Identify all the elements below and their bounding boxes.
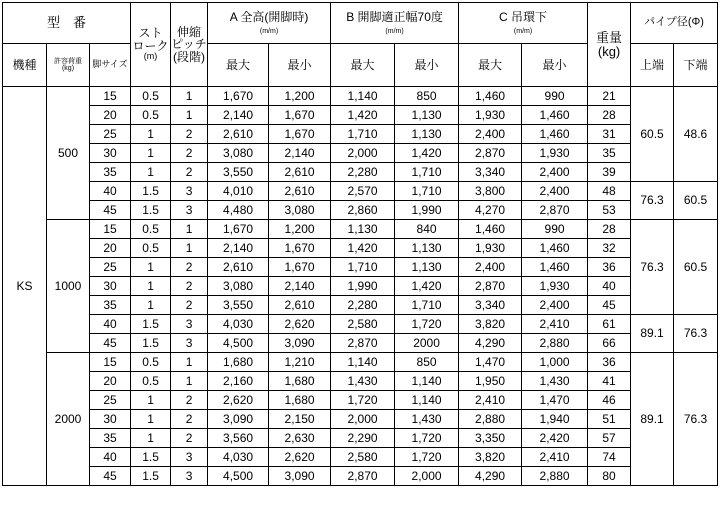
weight-cell: 66 (588, 334, 631, 353)
pitch-cell: 1 (171, 353, 208, 372)
stroke-cell: 1.5 (131, 315, 171, 334)
table-row (3, 106, 718, 125)
pipe-lower-cell: 76.3 (674, 353, 718, 486)
b-max-cell: 1,140 (331, 87, 395, 106)
b-max-cell: 1,420 (331, 239, 395, 258)
a-min-cell: 2,610 (269, 163, 331, 182)
c-max-cell: 3,820 (459, 315, 522, 334)
b-max-cell: 2,860 (331, 201, 395, 220)
a-min-cell: 1,680 (269, 372, 331, 391)
b-max-cell: 2,280 (331, 163, 395, 182)
c-max-cell: 2,400 (459, 258, 522, 277)
c-min-cell: 1,460 (522, 258, 588, 277)
weight-header (588, 3, 631, 87)
col-b-title: B 開脚適正幅70度 (346, 10, 443, 25)
table-row (3, 448, 718, 467)
pitch-cell: 2 (171, 391, 208, 410)
weight-cell: 35 (588, 144, 631, 163)
c-min-cell: 990 (522, 220, 588, 239)
pipe-lower-header: 下端 (674, 44, 718, 87)
b-min-cell: 850 (395, 353, 459, 372)
a-max-cell: 1,680 (208, 353, 269, 372)
table-row (3, 87, 718, 106)
a-min-header: 最小 (269, 44, 331, 87)
a-max-cell: 2,610 (208, 258, 269, 277)
a-min-cell: 2,610 (269, 182, 331, 201)
spec-table (2, 2, 718, 486)
a-min-cell: 1,670 (269, 106, 331, 125)
col-a-title: A 全高(開脚時) (229, 10, 309, 25)
col-c-header (459, 3, 588, 44)
a-max-cell: 4,030 (208, 448, 269, 467)
pitch-cell: 3 (171, 182, 208, 201)
c-max-cell: 4,270 (459, 201, 522, 220)
a-max-cell: 4,010 (208, 182, 269, 201)
leg-size-cell: 25 (90, 391, 131, 410)
a-min-cell: 3,090 (269, 467, 331, 486)
b-min-cell: 1,140 (395, 372, 459, 391)
pitch-cell: 2 (171, 125, 208, 144)
pipe-upper-cell: 89.1 (631, 315, 674, 353)
stroke-label-line1: スト (138, 26, 163, 41)
b-min-cell: 1,430 (395, 410, 459, 429)
c-min-cell: 1,460 (522, 239, 588, 258)
stroke-cell: 1.5 (131, 182, 171, 201)
pipe-lower-cell: 60.5 (674, 182, 718, 220)
model-name-cell: KS (3, 87, 47, 486)
table-row (3, 182, 718, 201)
pitch-cell: 2 (171, 258, 208, 277)
b-max-cell: 2,580 (331, 448, 395, 467)
b-max-cell: 1,710 (331, 258, 395, 277)
stroke-cell: 1 (131, 163, 171, 182)
c-max-cell: 1,930 (459, 239, 522, 258)
pitch-cell: 1 (171, 372, 208, 391)
c-max-cell: 4,290 (459, 467, 522, 486)
stroke-cell: 0.5 (131, 220, 171, 239)
stroke-cell: 0.5 (131, 106, 171, 125)
a-max-cell: 2,620 (208, 391, 269, 410)
stroke-cell: 1 (131, 144, 171, 163)
weight-cell: 53 (588, 201, 631, 220)
pitch-cell: 3 (171, 467, 208, 486)
table-row (3, 201, 718, 220)
weight-cell: 36 (588, 353, 631, 372)
leg-size-cell: 45 (90, 334, 131, 353)
pitch-cell: 2 (171, 144, 208, 163)
table-row (3, 410, 718, 429)
stroke-cell: 1.5 (131, 334, 171, 353)
leg-size-cell: 40 (90, 315, 131, 334)
c-max-cell: 3,350 (459, 429, 522, 448)
c-max-cell: 4,290 (459, 334, 522, 353)
c-min-cell: 990 (522, 87, 588, 106)
header-row-top (3, 3, 718, 44)
pipe-lower-cell: 60.5 (674, 220, 718, 315)
c-max-cell: 2,400 (459, 125, 522, 144)
b-min-cell: 1,720 (395, 429, 459, 448)
stroke-cell: 1 (131, 296, 171, 315)
c-min-cell: 2,870 (522, 201, 588, 220)
weight-cell: 57 (588, 429, 631, 448)
pipe-upper-header: 上端 (631, 44, 674, 87)
b-max-cell: 1,420 (331, 106, 395, 125)
capacity-header (47, 44, 90, 87)
a-max-cell: 2,610 (208, 125, 269, 144)
a-min-cell: 1,670 (269, 239, 331, 258)
weight-cell: 46 (588, 391, 631, 410)
a-max-cell: 1,670 (208, 87, 269, 106)
c-max-cell: 2,880 (459, 410, 522, 429)
c-min-cell: 1,000 (522, 353, 588, 372)
b-min-cell: 2,000 (395, 467, 459, 486)
a-max-cell: 2,160 (208, 372, 269, 391)
a-max-cell: 3,550 (208, 163, 269, 182)
pitch-line3: (段階) (173, 49, 206, 64)
weight-cell: 40 (588, 277, 631, 296)
c-min-cell: 2,880 (522, 334, 588, 353)
a-max-cell: 2,140 (208, 239, 269, 258)
b-max-cell: 2,870 (331, 467, 395, 486)
leg-size-cell: 40 (90, 182, 131, 201)
a-max-cell: 2,140 (208, 106, 269, 125)
b-min-cell: 1,130 (395, 258, 459, 277)
c-min-cell: 1,470 (522, 391, 588, 410)
b-max-cell: 2,000 (331, 144, 395, 163)
c-max-cell: 1,470 (459, 353, 522, 372)
col-b-header (331, 3, 459, 44)
leg-size-cell: 35 (90, 429, 131, 448)
stroke-cell: 0.5 (131, 372, 171, 391)
stroke-cell: 1 (131, 125, 171, 144)
b-min-cell: 840 (395, 220, 459, 239)
pipe-lower-cell: 76.3 (674, 315, 718, 353)
weight-cell: 80 (588, 467, 631, 486)
b-max-cell: 1,720 (331, 391, 395, 410)
a-min-cell: 2,140 (269, 277, 331, 296)
b-max-cell: 2,580 (331, 315, 395, 334)
c-min-cell: 1,940 (522, 410, 588, 429)
b-min-cell: 1,720 (395, 448, 459, 467)
table-row (3, 144, 718, 163)
a-min-cell: 1,210 (269, 353, 331, 372)
a-max-cell: 4,500 (208, 467, 269, 486)
weight-line1: 重量 (596, 29, 623, 45)
pitch-cell: 2 (171, 429, 208, 448)
b-max-cell: 2,290 (331, 429, 395, 448)
weight-cell: 61 (588, 315, 631, 334)
pitch-cell: 3 (171, 448, 208, 467)
leg-size-cell: 15 (90, 353, 131, 372)
stroke-cell: 1 (131, 391, 171, 410)
c-min-cell: 1,930 (522, 277, 588, 296)
pitch-cell: 2 (171, 296, 208, 315)
b-min-cell: 1,710 (395, 296, 459, 315)
stroke-cell: 0.5 (131, 353, 171, 372)
pitch-cell: 3 (171, 315, 208, 334)
a-min-cell: 1,680 (269, 391, 331, 410)
a-max-cell: 3,090 (208, 410, 269, 429)
stroke-cell: 1 (131, 277, 171, 296)
a-min-cell: 2,610 (269, 296, 331, 315)
b-max-cell: 2,000 (331, 410, 395, 429)
pipe-upper-cell: 89.1 (631, 353, 674, 486)
weight-cell: 48 (588, 182, 631, 201)
b-min-cell: 1,710 (395, 182, 459, 201)
stroke-cell: 0.5 (131, 239, 171, 258)
b-min-cell: 1,990 (395, 201, 459, 220)
c-max-cell: 1,460 (459, 220, 522, 239)
stroke-cell: 1.5 (131, 448, 171, 467)
leg-size-cell: 15 (90, 87, 131, 106)
a-max-cell: 3,550 (208, 296, 269, 315)
c-max-header: 最大 (459, 44, 522, 87)
b-min-cell: 2000 (395, 334, 459, 353)
weight-line2: (kg) (597, 43, 621, 59)
c-min-cell: 2,410 (522, 448, 588, 467)
capacity-line1: 許容荷重 (54, 57, 82, 65)
c-max-cell: 2,870 (459, 144, 522, 163)
b-min-cell: 1,140 (395, 391, 459, 410)
a-max-cell: 4,480 (208, 201, 269, 220)
weight-cell: 74 (588, 448, 631, 467)
a-min-cell: 2,630 (269, 429, 331, 448)
b-min-cell: 1,130 (395, 125, 459, 144)
leg-size-cell: 30 (90, 144, 131, 163)
c-min-cell: 2,880 (522, 467, 588, 486)
model-header: 機種 (3, 44, 47, 87)
b-max-cell: 1,990 (331, 277, 395, 296)
weight-cell: 41 (588, 372, 631, 391)
capacity-cell: 500 (47, 87, 90, 220)
c-max-cell: 3,800 (459, 182, 522, 201)
table-row (3, 391, 718, 410)
weight-cell: 32 (588, 239, 631, 258)
a-min-cell: 1,200 (269, 220, 331, 239)
leg-size-cell: 30 (90, 277, 131, 296)
weight-cell: 36 (588, 258, 631, 277)
a-min-cell: 1,670 (269, 125, 331, 144)
pitch-cell: 3 (171, 334, 208, 353)
a-min-cell: 2,140 (269, 144, 331, 163)
a-max-cell: 3,560 (208, 429, 269, 448)
pipe-upper-cell: 76.3 (631, 220, 674, 315)
b-min-cell: 1,710 (395, 163, 459, 182)
a-max-header: 最大 (208, 44, 269, 87)
pitch-line1: 伸縮 (177, 24, 202, 39)
pitch-header (171, 3, 208, 87)
weight-cell: 28 (588, 106, 631, 125)
b-min-cell: 1,420 (395, 144, 459, 163)
stroke-cell: 0.5 (131, 87, 171, 106)
a-min-cell: 3,080 (269, 201, 331, 220)
a-min-cell: 2,620 (269, 315, 331, 334)
c-min-cell: 1,460 (522, 125, 588, 144)
stroke-label-line2: ローク (132, 38, 169, 53)
a-min-cell: 1,670 (269, 258, 331, 277)
model-title: 型 番 (3, 3, 131, 44)
weight-cell: 28 (588, 220, 631, 239)
b-max-header: 最大 (331, 44, 395, 87)
c-min-cell: 1,460 (522, 106, 588, 125)
a-min-cell: 2,150 (269, 410, 331, 429)
leg-size-cell: 30 (90, 410, 131, 429)
a-max-cell: 3,080 (208, 144, 269, 163)
weight-cell: 45 (588, 296, 631, 315)
table-row (3, 353, 718, 372)
b-max-cell: 1,140 (331, 353, 395, 372)
leg-size-cell: 20 (90, 239, 131, 258)
b-max-cell: 1,710 (331, 125, 395, 144)
capacity-cell: 1000 (47, 220, 90, 353)
b-max-cell: 2,570 (331, 182, 395, 201)
leg-size-cell: 35 (90, 296, 131, 315)
table-row (3, 125, 718, 144)
c-max-cell: 3,820 (459, 448, 522, 467)
c-max-cell: 3,340 (459, 296, 522, 315)
pitch-cell: 2 (171, 163, 208, 182)
b-max-cell: 2,280 (331, 296, 395, 315)
pitch-cell: 2 (171, 277, 208, 296)
col-a-header (208, 3, 331, 44)
c-min-cell: 2,400 (522, 163, 588, 182)
leg-size-cell: 25 (90, 125, 131, 144)
col-c-unit: (m/m) (513, 27, 533, 35)
pitch-line2: ピッチ (171, 37, 207, 52)
table-row (3, 239, 718, 258)
weight-cell: 31 (588, 125, 631, 144)
weight-cell: 39 (588, 163, 631, 182)
table-row (3, 334, 718, 353)
a-max-cell: 4,030 (208, 315, 269, 334)
table-row (3, 467, 718, 486)
table-row (3, 372, 718, 391)
leg-size-cell: 20 (90, 372, 131, 391)
table-row (3, 163, 718, 182)
b-min-cell: 1,130 (395, 106, 459, 125)
pipe-header: パイプ径(Φ) (631, 3, 718, 44)
b-max-cell: 1,130 (331, 220, 395, 239)
stroke-cell: 1.5 (131, 467, 171, 486)
table-row (3, 429, 718, 448)
pitch-cell: 2 (171, 410, 208, 429)
col-c-title: C 吊環下 (499, 10, 548, 25)
stroke-cell: 1 (131, 429, 171, 448)
table-row (3, 315, 718, 334)
leg-size-cell: 15 (90, 220, 131, 239)
col-a-unit: (m/m) (259, 27, 279, 35)
a-min-cell: 3,090 (269, 334, 331, 353)
stroke-cell: 1 (131, 410, 171, 429)
b-max-cell: 2,870 (331, 334, 395, 353)
pipe-upper-cell: 76.3 (631, 182, 674, 220)
c-max-cell: 1,930 (459, 106, 522, 125)
a-min-cell: 2,620 (269, 448, 331, 467)
c-min-cell: 2,420 (522, 429, 588, 448)
table-row (3, 296, 718, 315)
stroke-cell: 1.5 (131, 201, 171, 220)
a-max-cell: 1,670 (208, 220, 269, 239)
c-max-cell: 2,870 (459, 277, 522, 296)
c-min-cell: 1,430 (522, 372, 588, 391)
pitch-cell: 1 (171, 220, 208, 239)
capacity-cell: 2000 (47, 353, 90, 486)
leg-size-cell: 35 (90, 163, 131, 182)
c-min-cell: 2,400 (522, 182, 588, 201)
c-max-cell: 1,950 (459, 372, 522, 391)
c-min-header: 最小 (522, 44, 588, 87)
b-min-cell: 1,720 (395, 315, 459, 334)
spec-body (3, 87, 718, 486)
capacity-line2: (kg) (61, 65, 75, 72)
weight-cell: 51 (588, 410, 631, 429)
table-row (3, 220, 718, 239)
b-min-cell: 850 (395, 87, 459, 106)
leg-size-cell: 25 (90, 258, 131, 277)
a-max-cell: 3,080 (208, 277, 269, 296)
table-row (3, 258, 718, 277)
c-min-cell: 2,400 (522, 296, 588, 315)
b-min-header: 最小 (395, 44, 459, 87)
weight-cell: 21 (588, 87, 631, 106)
c-min-cell: 1,930 (522, 144, 588, 163)
pipe-lower-cell: 48.6 (674, 87, 718, 182)
c-max-cell: 3,340 (459, 163, 522, 182)
b-min-cell: 1,420 (395, 277, 459, 296)
spec-table-container (2, 2, 718, 486)
leg-size-header: 脚サイズ (90, 44, 131, 87)
b-max-cell: 1,430 (331, 372, 395, 391)
c-max-cell: 1,460 (459, 87, 522, 106)
stroke-header (131, 3, 171, 87)
a-max-cell: 4,500 (208, 334, 269, 353)
pitch-cell: 1 (171, 106, 208, 125)
table-row (3, 277, 718, 296)
b-min-cell: 1,130 (395, 239, 459, 258)
c-min-cell: 2,410 (522, 315, 588, 334)
leg-size-cell: 45 (90, 467, 131, 486)
pitch-cell: 3 (171, 201, 208, 220)
leg-size-cell: 40 (90, 448, 131, 467)
stroke-cell: 1 (131, 258, 171, 277)
pipe-upper-cell: 60.5 (631, 87, 674, 182)
pitch-cell: 1 (171, 239, 208, 258)
leg-size-cell: 45 (90, 201, 131, 220)
c-max-cell: 2,410 (459, 391, 522, 410)
col-b-unit: (m/m) (385, 27, 404, 35)
stroke-unit: (m) (143, 51, 158, 62)
pitch-cell: 1 (171, 87, 208, 106)
leg-size-cell: 20 (90, 106, 131, 125)
a-min-cell: 1,200 (269, 87, 331, 106)
